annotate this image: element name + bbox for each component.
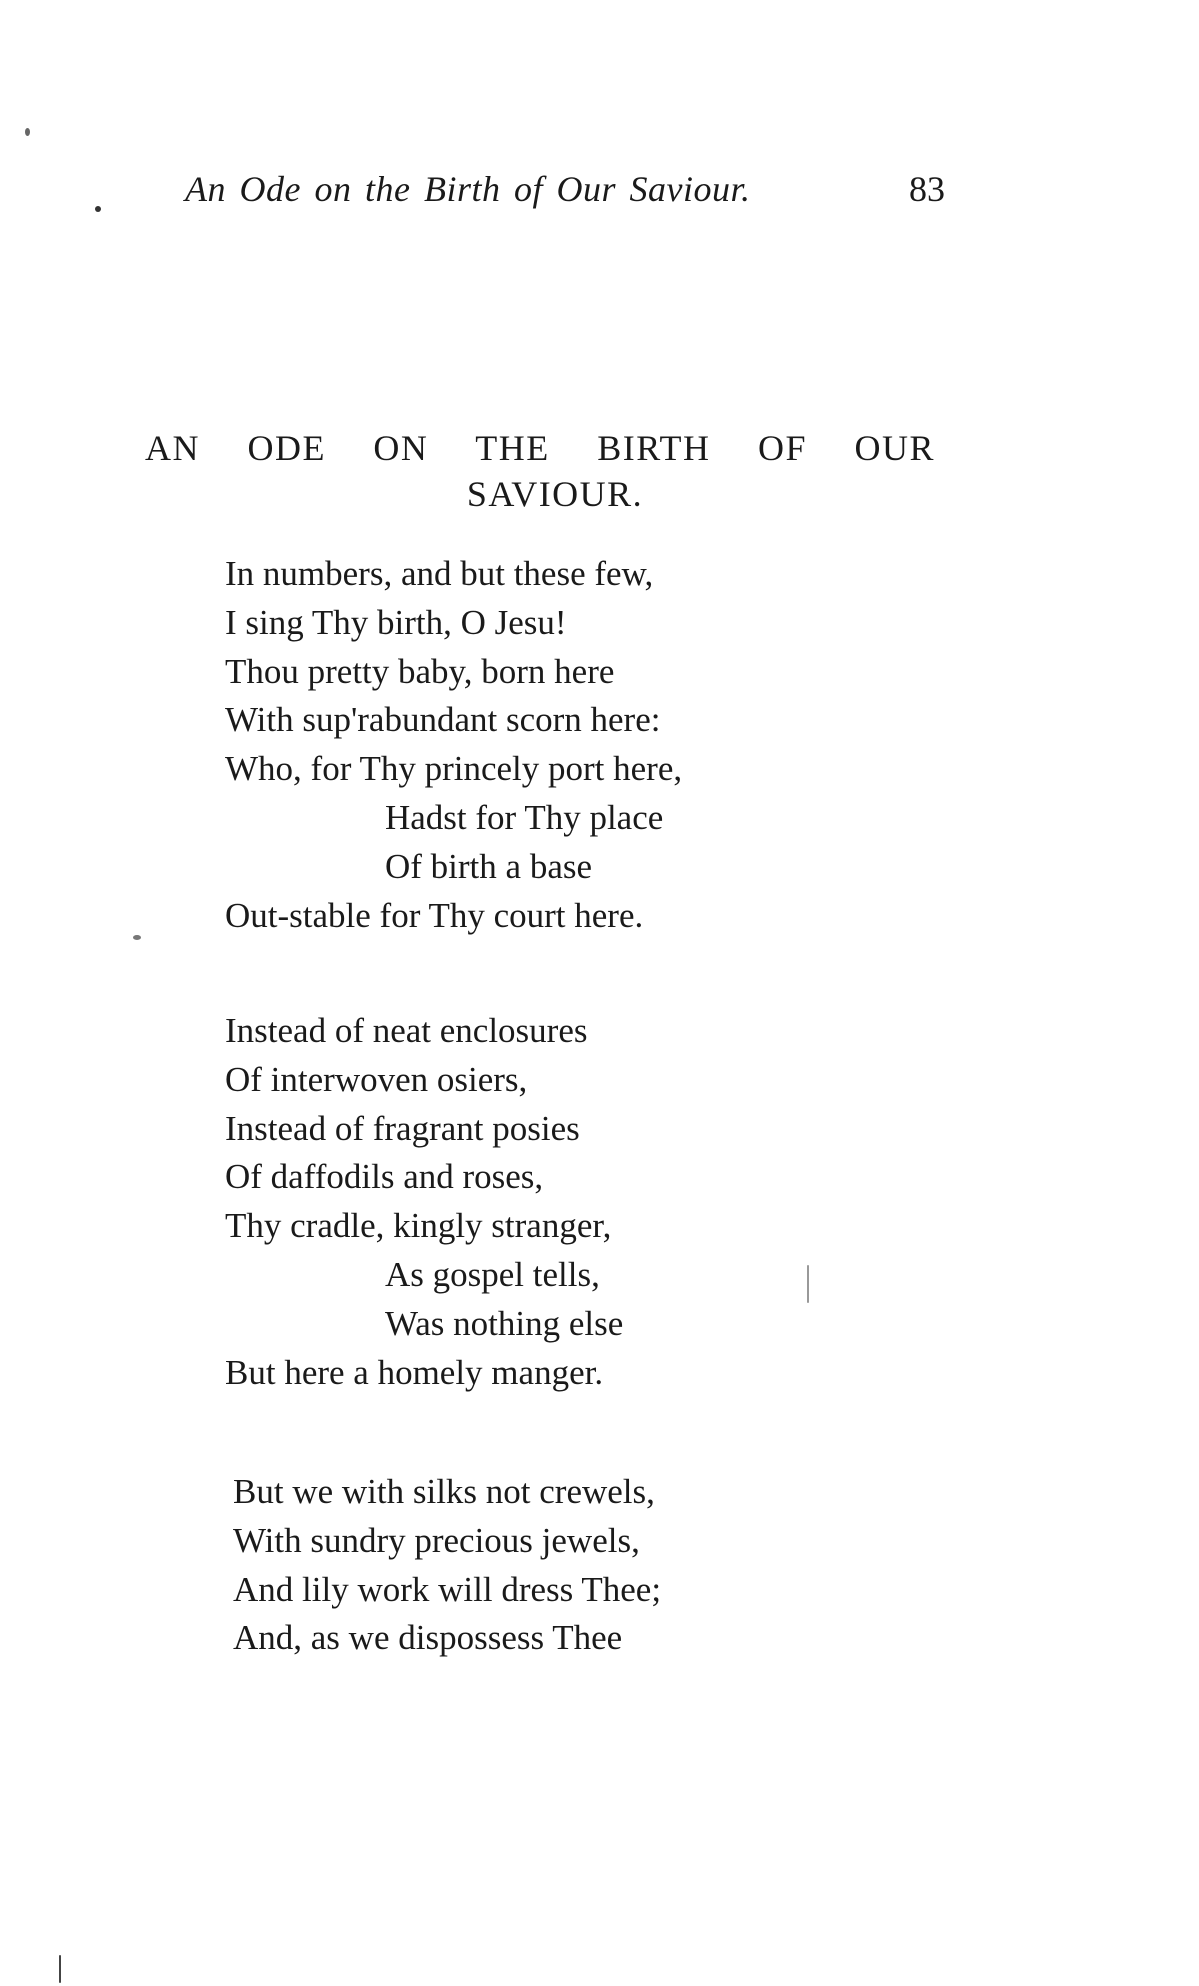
running-title: An Ode on the Birth of Our Saviour. [185,169,751,209]
poem-title [145,425,935,517]
verse-line: With sundry precious jewels, [233,1520,640,1560]
scan-speck [95,206,101,212]
verse-line: Was nothing else [385,1303,624,1343]
verse-line: Thy cradle, kingly stranger, [225,1206,612,1246]
verse-line: Instead of fragrant posies [225,1108,580,1148]
verse-line: Out-stable for Thy court here. [225,895,644,935]
verse-line: Thou pretty baby, born here [225,651,615,691]
scan-speck [133,935,141,940]
verse-line: Who, for Thy princely port here, [225,749,683,789]
poem-title-line-1: AN ODE ON THE BIRTH OF OUR [145,428,935,468]
verse-line: Hadst for Thy place [385,797,664,837]
verse-line: Of daffodils and roses, [225,1157,544,1197]
stanza-2 [225,1007,925,1397]
verse-line: In numbers, and but these few, [225,554,654,593]
verse-line: Of birth a base [385,846,593,886]
scan-speck [59,1955,61,1983]
verse-line: As gospel tells, [385,1254,600,1294]
verse-line: Of interwoven osiers, [225,1059,528,1099]
running-head [185,168,945,218]
scan-speck [807,1265,809,1303]
poem-title-line-2: SAVIOUR. [466,474,644,514]
verse-line: But here a homely manger. [225,1352,604,1392]
verse-line: But we with silks not crewels, [233,1472,655,1511]
page-number: 83 [909,169,945,209]
verse-line: With sup'rabundant scorn here: [225,700,661,740]
verse-line: And lily work will dress Thee; [233,1569,662,1609]
stanza-3 [233,1468,933,1663]
verse-line: I sing Thy birth, O Jesu! [225,602,567,642]
verse-line: Instead of neat enclosures [225,1011,588,1050]
scan-speck [25,128,30,136]
stanza-1 [225,550,925,940]
verse-line: And, as we dispossess Thee [233,1618,623,1658]
